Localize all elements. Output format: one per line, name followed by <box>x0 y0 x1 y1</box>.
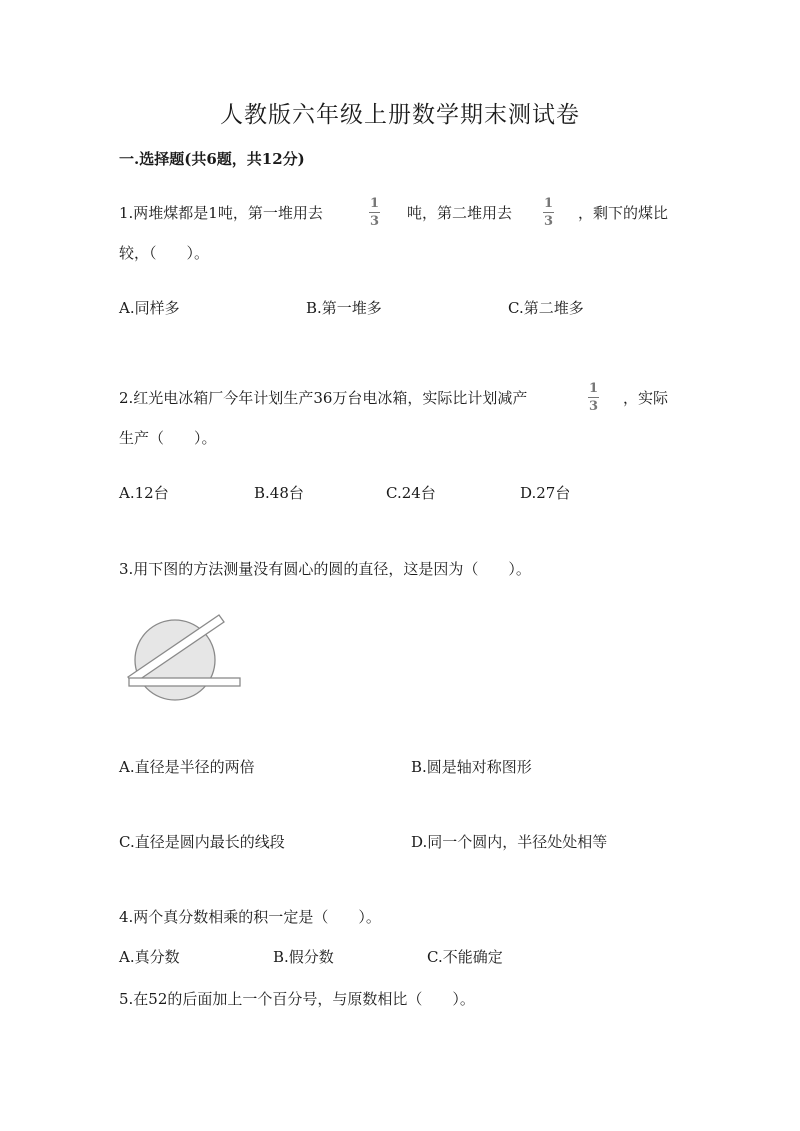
q2-fraction-numerator: 1 <box>588 381 599 396</box>
q3-option-c[interactable]: C.直径是圆内最长的线段 <box>119 833 285 851</box>
q4-option-a[interactable]: A.真分数 <box>119 948 180 966</box>
q2-option-d[interactable]: D.27台 <box>520 484 571 502</box>
q1-text-line2: 较，（ ）。 <box>119 244 210 262</box>
circle-diameter-figure <box>122 610 252 720</box>
fraction-bar <box>543 212 554 213</box>
fraction-bar <box>369 212 380 213</box>
q3-option-d[interactable]: D.同一个圆内，半径处处相等 <box>411 833 608 851</box>
q2-option-c[interactable]: C.24台 <box>386 484 436 502</box>
q2-text-line2: 生产（ ）。 <box>119 429 217 447</box>
q1-fraction-2-numerator: 1 <box>543 196 554 211</box>
fraction-bar <box>588 397 599 398</box>
q2-text-part1: 2.红光电冰箱厂今年计划生产36万台电冰箱，实际比计划减产 <box>119 389 528 407</box>
q2-fraction <box>588 381 599 414</box>
q3-option-a[interactable]: A.直径是半径的两倍 <box>119 758 255 776</box>
q2-text-part2: ，实际 <box>623 389 669 407</box>
q1-option-a[interactable]: A.同样多 <box>119 299 180 317</box>
q4-option-c[interactable]: C.不能确定 <box>427 948 503 966</box>
q5-text: 5.在52的后面加上一个百分号，与原数相比（ ）。 <box>119 990 475 1008</box>
q1-text-part1: 1.两堆煤都是1吨，第一堆用去 <box>119 204 323 222</box>
q2-option-a[interactable]: A.12台 <box>119 484 169 502</box>
q1-fraction-1-denominator: 3 <box>369 214 380 229</box>
q1-text-part3: ，剩下的煤比 <box>578 204 669 222</box>
q2-fraction-denominator: 3 <box>588 399 599 414</box>
q4-option-b[interactable]: B.假分数 <box>273 948 334 966</box>
q3-option-b[interactable]: B.圆是轴对称图形 <box>411 758 532 776</box>
horizontal-ruler <box>129 678 240 686</box>
section-heading: 一.选择题(共6题，共12分) <box>119 150 305 168</box>
q3-text: 3.用下图的方法测量没有圆心的圆的直径，这是因为（ ）。 <box>119 560 531 578</box>
q1-option-b[interactable]: B.第一堆多 <box>306 299 382 317</box>
q1-fraction-1 <box>369 196 380 229</box>
page-title: 人教版六年级上册数学期末测试卷 <box>220 102 580 128</box>
q1-text-part2: 吨，第二堆用去 <box>407 204 513 222</box>
q1-fraction-2-denominator: 3 <box>543 214 554 229</box>
q1-option-c[interactable]: C.第二堆多 <box>508 299 584 317</box>
q4-text: 4.两个真分数相乘的积一定是（ ）。 <box>119 908 381 926</box>
q1-fraction-1-numerator: 1 <box>369 196 380 211</box>
q1-fraction-2 <box>543 196 554 229</box>
q2-option-b[interactable]: B.48台 <box>254 484 304 502</box>
